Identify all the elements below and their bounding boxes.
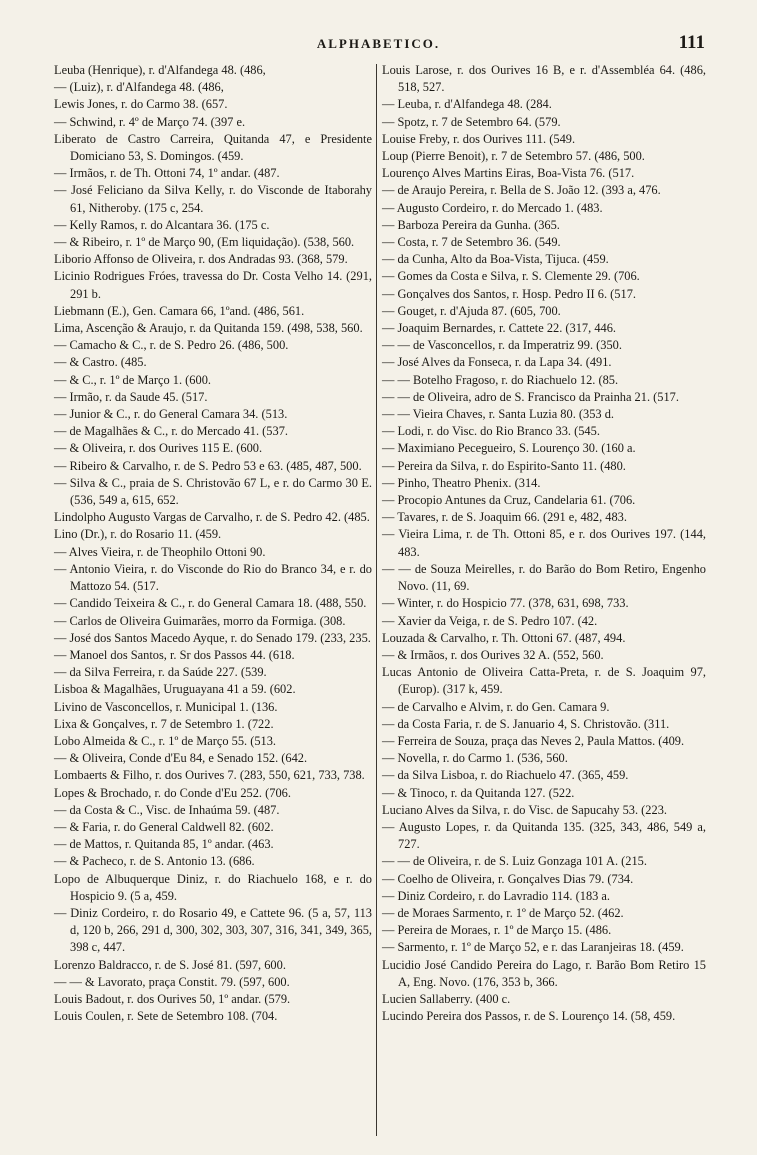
directory-entry: — — de Oliveira, adro de S. Francisco da Prainha 21. (517. bbox=[382, 389, 679, 404]
directory-entry: Lino (Dr.), r. do Rosario 11. (459. bbox=[54, 527, 222, 542]
directory-entry: Louzada & Carvalho, r. Th. Ottoni 67. (487, 494. bbox=[382, 630, 626, 645]
directory-entry: — & Oliveira, Conde d'Eu 84, e Senado 152. (642. bbox=[54, 751, 308, 766]
directory-entry: Lopo de Albuquerque Diniz, r. do Riachuelo 168, e r. do Hospicio 9. (5 a, 459. bbox=[54, 871, 372, 903]
directory-entry: Lombaerts & Filho, r. dos Ourives 7. (283, 550, 621, 733, 738. bbox=[54, 768, 365, 783]
directory-entry: — Ribeiro & Carvalho, r. de S. Pedro 53 e 63. (485, 487, 500. bbox=[54, 458, 362, 473]
directory-entry: Lindolpho Augusto Vargas de Carvalho, r. de S. Pedro 42. (485. bbox=[54, 510, 370, 525]
page-header bbox=[0, 34, 757, 58]
directory-entry: — & Oliveira, r. dos Ourives 115 E. (600. bbox=[54, 441, 263, 456]
directory-entry: — Barboza Pereira da Gunha. (365. bbox=[382, 217, 560, 232]
directory-entry: — José Feliciano da Silva Kelly, r. do Visconde de Itaborahy 61, Nitheroby. (175 c, 254. bbox=[54, 183, 372, 215]
directory-entry: Louise Freby, r. dos Ourives 111. (549. bbox=[382, 131, 576, 146]
directory-entry: — de Araujo Pereira, r. Bella de S. João 12. (393 a, 476. bbox=[382, 183, 661, 198]
directory-entry: — — Vieira Chaves, r. Santa Luzia 80. (353 d. bbox=[382, 407, 614, 422]
directory-entry: — Camacho & C., r. de S. Pedro 26. (486, 500. bbox=[54, 338, 289, 353]
left-column bbox=[54, 62, 372, 1025]
directory-entry: — Gouget, r. d'Ajuda 87. (605, 700. bbox=[382, 303, 561, 318]
directory-entry: — Diniz Cordeiro, r. do Lavradio 114. (183 a. bbox=[382, 888, 611, 903]
directory-entry: — de Mattos, r. Quitanda 85, 1º andar. (463. bbox=[54, 837, 274, 852]
directory-entry: Louis Larose, r. dos Ourives 16 B, e r. d'Assembléa 64. (486, 518, 527. bbox=[382, 63, 706, 95]
directory-entry: Lucas Antonio de Oliveira Catta-Preta, r. de S. Joaquim 97, (Europ). (317 k, 459. bbox=[382, 665, 706, 697]
directory-entry: — & Ribeiro, r. 1º de Março 90, (Em liquidação). (538, 560. bbox=[54, 235, 355, 250]
directory-entry: — José Alves da Fonseca, r. da Lapa 34. (491. bbox=[382, 355, 612, 370]
directory-entry: Liborio Affonso de Oliveira, r. dos Andradas 93. (368, 579. bbox=[54, 252, 348, 267]
directory-entry: Lopes & Brochado, r. do Conde d'Eu 252. (706. bbox=[54, 785, 291, 800]
directory-entry: — de Moraes Sarmento, r. 1º de Março 52. (462. bbox=[382, 905, 624, 920]
directory-entry: — Spotz, r. 7 de Setembro 64. (579. bbox=[382, 114, 561, 129]
directory-entry: — Gomes da Costa e Silva, r. S. Clemente 29. (706. bbox=[382, 269, 640, 284]
directory-entry: — Diniz Cordeiro, r. do Rosario 49, e Cattete 96. (5 a, 57, 113 d, 120 b, 266, 291 d, 300, 302, 303, 307, 316, 341, 349, 365, 398 c, 447. bbox=[54, 905, 372, 955]
directory-entry: — da Costa & C., Visc. de Inhaúma 59. (487. bbox=[54, 802, 280, 817]
directory-entry: — de Carvalho e Alvim, r. do Gen. Camara 9. bbox=[382, 699, 610, 714]
directory-entry: — Irmãos, r. de Th. Ottoni 74, 1º andar. (487. bbox=[54, 166, 280, 181]
directory-entry: Lourenço Alves Martins Eiras, Boa-Vista 76. (517. bbox=[382, 166, 635, 181]
directory-entry: Louis Badout, r. dos Ourives 50, 1º andar. (579. bbox=[54, 991, 291, 1006]
directory-entry: Lorenzo Baldracco, r. de S. José 81. (597, 600. bbox=[54, 957, 286, 972]
directory-entry: — da Cunha, Alto da Boa-Vista, Tijuca. (459. bbox=[382, 252, 609, 267]
directory-entry: — Schwind, r. 4º de Março 74. (397 e. bbox=[54, 114, 246, 129]
directory-entry: — Winter, r. do Hospicio 77. (378, 631, 698, 733. bbox=[382, 596, 629, 611]
directory-entry: — Antonio Vieira, r. do Visconde do Rio do Branco 34, e r. do Mattozo 54. (517. bbox=[54, 561, 372, 594]
directory-entry: — de Magalhães & C., r. do Mercado 41. (537. bbox=[54, 424, 288, 439]
directory-entry: — Procopio Antunes da Cruz, Candelaria 61. (706. bbox=[382, 493, 636, 508]
directory-entry: Lucidio José Candido Pereira do Lago, r. Barão Bom Retiro 15 A, Eng. Novo. (176, 353 b, 366. bbox=[382, 957, 706, 989]
directory-entry: — Augusto Lopes, r. da Quitanda 135. (325, 343, 486, 549 a, 727. bbox=[382, 819, 706, 852]
directory-entry: Liberato de Castro Carreira, Quitanda 47, e Presidente Domiciano 53, S. Domingos. (459. bbox=[54, 131, 372, 164]
directory-entry: — Augusto Cordeiro, r. do Mercado 1. (483. bbox=[382, 200, 603, 215]
directory-entry: — Pereira da Silva, r. do Espirito-Santo 11. (480. bbox=[382, 458, 626, 473]
directory-entry: — & Tinoco, r. da Quitanda 127. (522. bbox=[382, 785, 575, 800]
directory-entry: Liebmann (E.), Gen. Camara 66, 1ºand. (486, 561. bbox=[54, 303, 305, 318]
directory-entry: Lisboa & Magalhães, Uruguayana 41 a 59. (602. bbox=[54, 682, 296, 697]
directory-entry: — Silva & C., praia de S. Christovão 67 L, e r. do Carmo 30 E. (536, 549 a, 615, 652. bbox=[54, 475, 372, 508]
directory-columns bbox=[0, 62, 757, 1142]
running-title: ALPHABETICO. bbox=[316, 36, 441, 51]
directory-entry: Lixa & Gonçalves, r. 7 de Setembro 1. (722. bbox=[54, 716, 274, 731]
directory-entry: — Joaquim Bernardes, r. Cattete 22. (317, 446. bbox=[382, 321, 616, 336]
directory-entry: Lima, Ascenção & Araujo, r. da Quitanda 159. (498, 538, 560. bbox=[54, 321, 363, 336]
directory-entry: Lucindo Pereira dos Passos, r. de S. Lourenço 14. (58, 459. bbox=[382, 1009, 676, 1024]
directory-entry: — & Castro. (485. bbox=[54, 355, 147, 370]
directory-entry: Loup (Pierre Benoit), r. 7 de Setembro 57. (486, 500. bbox=[382, 149, 645, 164]
right-column bbox=[382, 62, 706, 1025]
directory-entry: — Ferreira de Souza, praça das Neves 2, Paula Mattos. (409. bbox=[382, 733, 685, 748]
page-number: 111 bbox=[678, 32, 705, 53]
directory-entry: — José dos Santos Macedo Ayque, r. do Senado 179. (233, 235. bbox=[54, 630, 371, 645]
directory-entry: — Lodi, r. do Visc. do Rio Branco 33. (545. bbox=[382, 424, 600, 439]
directory-entry: — — & Lavorato, praça Constit. 79. (597, 600. bbox=[54, 974, 290, 989]
directory-entry: — Pereira de Moraes, r. 1º de Março 15. (486. bbox=[382, 923, 612, 938]
directory-entry: — Coelho de Oliveira, r. Gonçalves Dias 79. (734. bbox=[382, 871, 634, 886]
column-divider bbox=[376, 64, 377, 1136]
directory-entry: — & C., r. 1º de Março 1. (600. bbox=[54, 372, 211, 387]
directory-entry: — Irmão, r. da Saude 45. (517. bbox=[54, 389, 208, 404]
directory-entry: — Maximiano Pecegueiro, S. Lourenço 30. (160 a. bbox=[382, 441, 636, 456]
directory-entry: — Xavier da Veiga, r. de S. Pedro 107. (42. bbox=[382, 613, 598, 628]
directory-entry: — Novella, r. do Carmo 1. (536, 560. bbox=[382, 751, 568, 766]
directory-entry: — Alves Vieira, r. de Theophilo Ottoni 90. bbox=[54, 544, 266, 559]
directory-entry: Lobo Almeida & C., r. 1º de Março 55. (513. bbox=[54, 733, 277, 748]
directory-entry: — da Silva Ferreira, r. da Saúde 227. (539. bbox=[54, 665, 267, 680]
directory-entry: — Kelly Ramos, r. do Alcantara 36. (175 c. bbox=[54, 217, 270, 232]
directory-entry: — Manoel dos Santos, r. Sr dos Passos 44. (618. bbox=[54, 647, 295, 662]
directory-entry: Lucien Sallaberry. (400 c. bbox=[382, 991, 511, 1006]
directory-entry: Licinio Rodrigues Fróes, travessa do Dr. Costa Velho 14. (291, 291 b. bbox=[54, 269, 372, 301]
directory-entry: — Tavares, r. de S. Joaquim 66. (291 e, 482, 483. bbox=[382, 510, 627, 525]
directory-entry: — da Silva Lisboa, r. do Riachuelo 47. (365, 459. bbox=[382, 768, 629, 783]
directory-entry: — — de Vasconcellos, r. da Imperatriz 99. (350. bbox=[382, 338, 622, 353]
directory-entry: — da Costa Faria, r. de S. Januario 4, S. Christovão. (311. bbox=[382, 716, 670, 731]
directory-entry: — — de Souza Meirelles, r. do Barão do Bom Retiro, Engenho Novo. (11, 69. bbox=[382, 561, 706, 594]
directory-entry: Luciano Alves da Silva, r. do Visc. de Sapucahy 53. (223. bbox=[382, 802, 667, 817]
directory-entry: Livino de Vasconcellos, r. Municipal 1. (136. bbox=[54, 699, 278, 714]
directory-entry: — Costa, r. 7 de Setembro 36. (549. bbox=[382, 235, 561, 250]
directory-entry: — & Faria, r. do General Caldwell 82. (602. bbox=[54, 819, 274, 834]
directory-entry: — Leuba, r. d'Alfandega 48. (284. bbox=[382, 97, 552, 112]
directory-entry: — & Pacheco, r. de S. Antonio 13. (686. bbox=[54, 854, 255, 869]
directory-entry: — Gonçalves dos Santos, r. Hosp. Pedro II 6. (517. bbox=[382, 286, 636, 301]
directory-entry: — Sarmento, r. 1º de Março 52, e r. das Laranjeiras 18. (459. bbox=[382, 940, 684, 955]
directory-entry: — Candido Teixeira & C., r. do General Camara 18. (488, 550. bbox=[54, 596, 367, 611]
directory-entry: — — Botelho Fragoso, r. do Riachuelo 12. (85. bbox=[382, 372, 619, 387]
directory-entry: — Pinho, Theatro Phenix. (314. bbox=[382, 475, 541, 490]
directory-entry: — Vieira Lima, r. de Th. Ottoni 85, e r. dos Ourives 197. (144, 483. bbox=[382, 527, 706, 559]
directory-entry: — Carlos de Oliveira Guimarães, morro da Formiga. (308. bbox=[54, 613, 346, 628]
directory-entry: — (Luiz), r. d'Alfandega 48. (486, bbox=[54, 80, 224, 95]
directory-entry: Leuba (Henrique), r. d'Alfandega 48. (486, bbox=[54, 63, 266, 77]
directory-entry: — — de Oliveira, r. de S. Luiz Gonzaga 101 A. (215. bbox=[382, 854, 647, 869]
directory-entry: Lewis Jones, r. do Carmo 38. (657. bbox=[54, 97, 228, 112]
directory-entry: Louis Coulen, r. Sete de Setembro 108. (704. bbox=[54, 1009, 278, 1024]
directory-entry: — Junior & C., r. do General Camara 34. (513. bbox=[54, 407, 288, 422]
directory-entry: — & Irmãos, r. dos Ourives 32 A. (552, 560. bbox=[382, 647, 604, 662]
